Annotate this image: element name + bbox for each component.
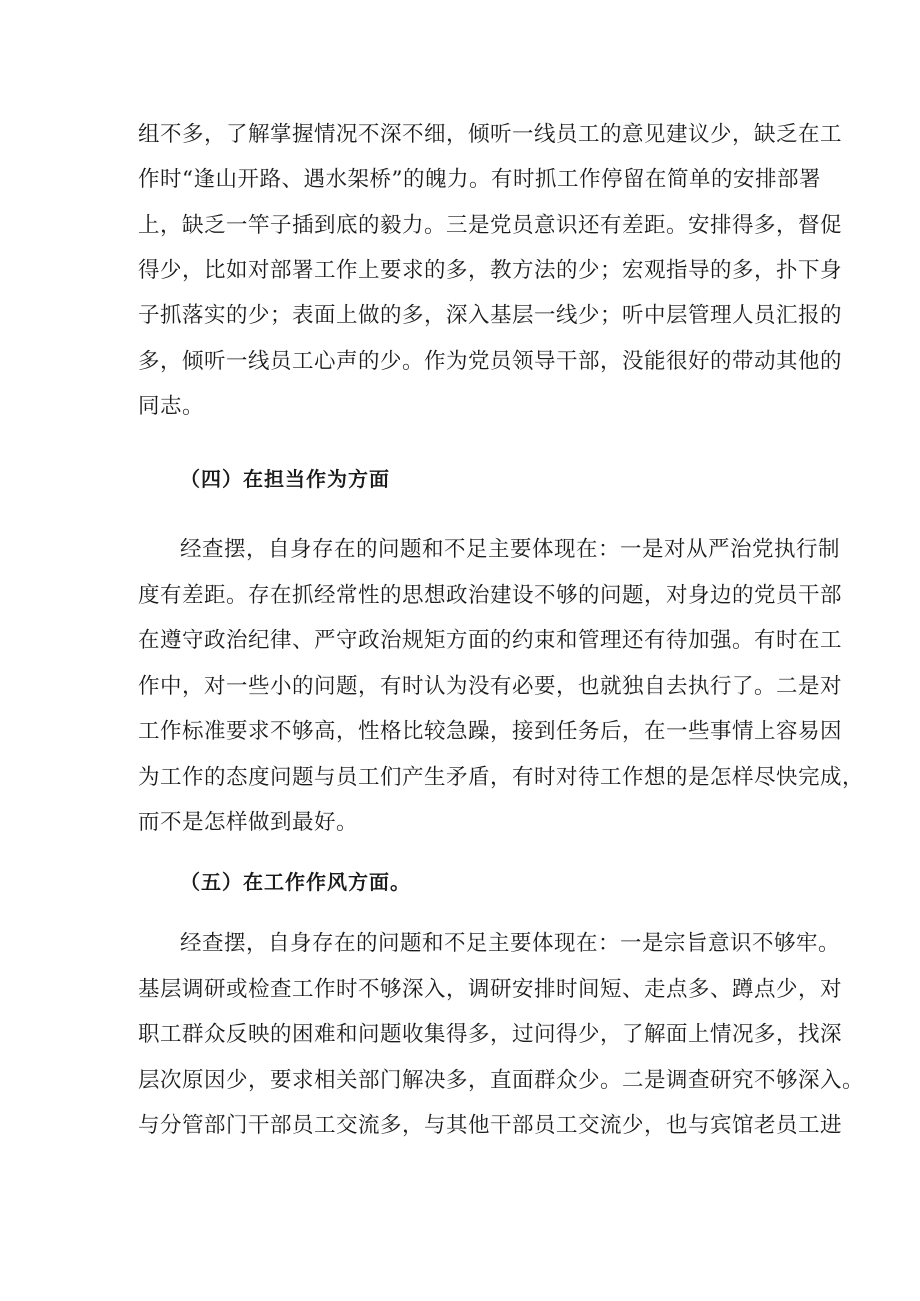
text-line: 同志。 xyxy=(138,394,205,419)
text-line: 经查摆，自身存在的问题和不足主要体现在：一是对从严治党执行制 xyxy=(180,537,841,562)
section-heading-4: （四）在担当作为方面 xyxy=(180,467,390,491)
text-line: 作时“逢山开路、遇水架桥”的魄力。有时抓工作停留在简单的安排部署 xyxy=(138,167,821,192)
text-line: 度有差距。存在抓经常性的思想政治建设不够的问题，对身边的党员干部 xyxy=(138,583,843,608)
text-line: 得少，比如对部署工作上要求的多，教方法的少；宏观指导的多，扑下身 xyxy=(138,258,843,283)
text-line: 层次原因少，要求相关部门解决多，直面群众少。二是调查研究不够深入。 xyxy=(138,1068,865,1093)
text-line: 作中，对一些小的问题，有时认为没有必要，也就独自去执行了。二是对 xyxy=(138,674,843,699)
text-line: 工作标准要求不够高，性格比较急躁，接到任务后，在一些事情上容易因 xyxy=(138,719,843,744)
text-line: 基层调研或检查工作时不够深入，调研安排时间短、走点多、蹲点少，对 xyxy=(138,977,843,1002)
text-line: 子抓落实的少；表面上做的多，深入基层一线少；听中层管理人员汇报的 xyxy=(138,303,843,328)
text-line: 组不多，了解掌握情况不深不细，倾听一线员工的意见建议少，缺乏在工 xyxy=(138,122,843,147)
text-line: 职工群众反映的困难和问题收集得多，过问得少，了解面上情况多，找深 xyxy=(138,1022,843,1047)
text-line: 而不是怎样做到最好。 xyxy=(138,810,359,835)
text-line: 上，缺乏一竿子插到底的毅力。三是党员意识还有差距。安排得多，督促 xyxy=(138,213,843,238)
text-line: 多，倾听一线员工心声的少。作为党员领导干部，没能很好的带动其他的 xyxy=(138,349,843,374)
text-line: 为工作的态度问题与员工们产生矛盾，有时对待工作想的是怎样尽快完成， xyxy=(138,765,865,790)
text-line: 在遵守政治纪律、严守政治规矩方面的约束和管理还有待加强。有时在工 xyxy=(138,628,843,653)
text-line: 经查摆，自身存在的问题和不足主要体现在：一是宗旨意识不够牢。 xyxy=(180,931,841,956)
text-line: 与分管部门干部员工交流多，与其他干部员工交流少，也与宾馆老员工进 xyxy=(138,1113,843,1138)
section-heading-5: （五）在工作作风方面。 xyxy=(180,870,411,894)
